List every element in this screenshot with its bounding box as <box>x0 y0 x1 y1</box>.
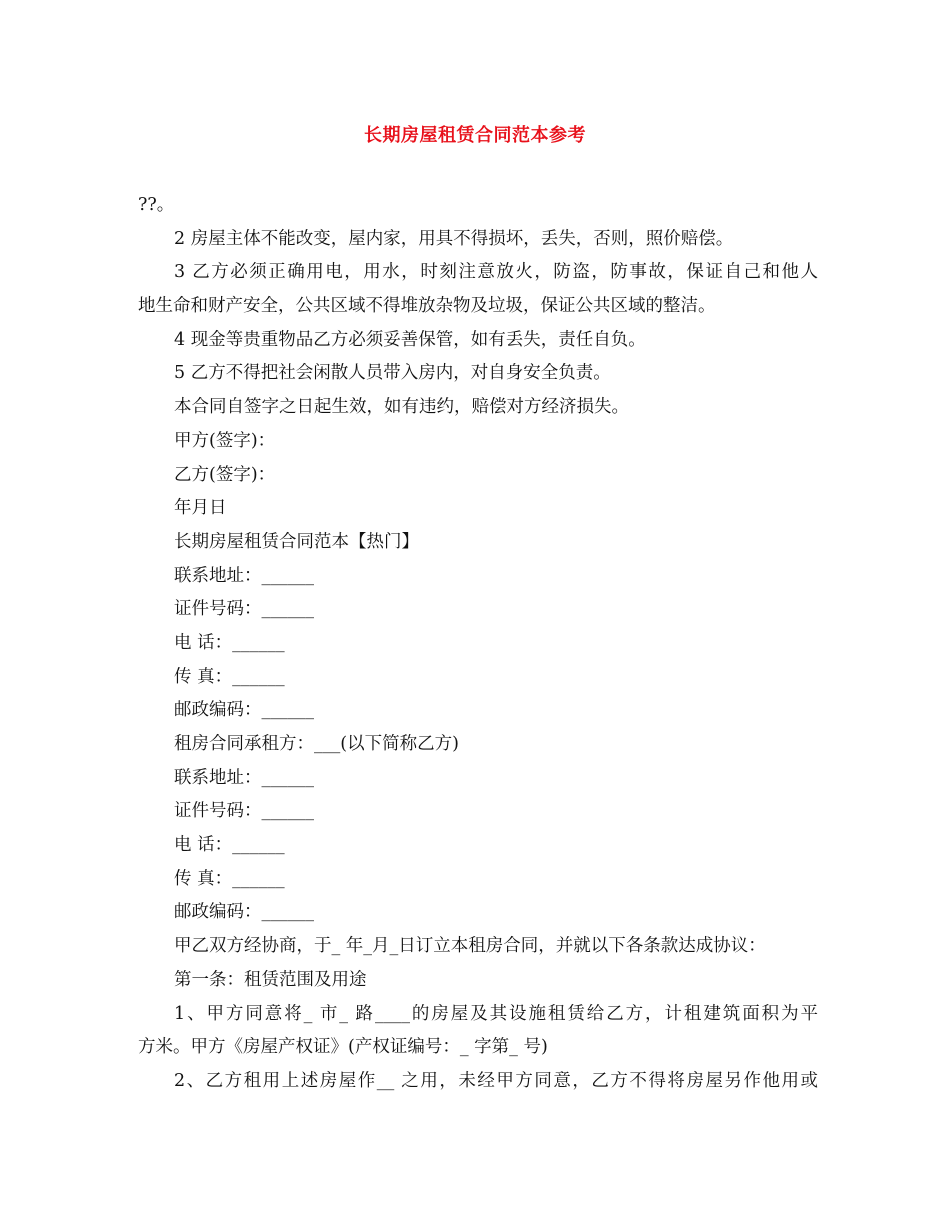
document-line: 4 现金等贵重物品乙方必须妥善保管，如有丢失，责任自负。 <box>174 329 646 350</box>
document-line: 第一条：租赁范围及用途 <box>174 969 367 990</box>
document-body <box>138 189 818 1099</box>
document-line: 证件号码：______ <box>174 599 314 620</box>
document-line: 甲方(签字)： <box>174 430 276 451</box>
document-line: 5 乙方不得把社会闲散人员带入房内，对自身安全负责。 <box>174 363 611 384</box>
document-line: 2、乙方租用上述房屋作__ 之用，未经甲方同意，乙方不得将房屋另作他用或 <box>174 1070 818 1091</box>
document-line: 邮政编码：______ <box>174 700 314 721</box>
document-line: 甲乙双方经协商，于_ 年_月_日订立本租房合同，并就以下各条款达成协议： <box>174 936 766 957</box>
document-line: ??。 <box>138 195 175 215</box>
document-line: 证件号码：______ <box>174 801 314 822</box>
document-line: 年月日 <box>174 498 227 519</box>
document-line: 传 真：______ <box>174 868 285 889</box>
document-line: 乙方(签字)： <box>174 464 276 485</box>
document-line: 租房合同承租方：___(以下简称乙方) <box>174 734 459 754</box>
document-line: 电 话：______ <box>174 835 285 856</box>
document-line: 电 话：______ <box>174 632 285 653</box>
document-line: 本合同自签字之日起生效，如有违约，赔偿对方经济损失。 <box>174 397 629 418</box>
document-line: 1、甲方同意将_ 市_ 路____的房屋及其设施租赁给乙方，计租建筑面积为平 <box>174 1003 818 1024</box>
document-line: 地生命和财产安全，公共区域不得堆放杂物及垃圾，保证公共区域的整洁。 <box>138 296 716 317</box>
document-line: 联系地址：______ <box>174 565 314 586</box>
document-line: 联系地址：______ <box>174 767 314 788</box>
document-line: 传 真：______ <box>174 666 285 687</box>
document-line: 邮政编码：______ <box>174 902 314 923</box>
document-title: 长期房屋租赁合同范本参考 <box>364 125 586 146</box>
document-line: 3 乙方必须正确用电，用水，时刻注意放火，防盗，防事故，保证自己和他人 <box>174 262 818 283</box>
document-line: 方米。甲方《房屋产权证》(产权证编号：_ 字第_ 号) <box>138 1037 548 1058</box>
document-line: 长期房屋租赁合同范本【热门】 <box>174 531 419 552</box>
document-line: 2 房屋主体不能改变，屋内家，用具不得损坏，丢失，否则，照价赔偿。 <box>174 228 734 249</box>
